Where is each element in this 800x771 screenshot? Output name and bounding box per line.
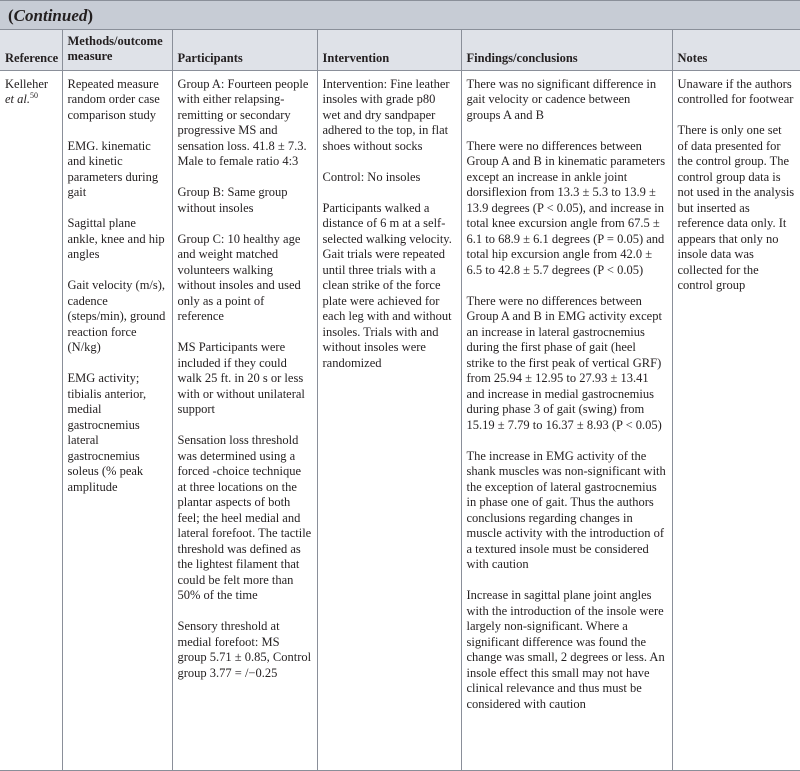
findings-paragraph: Increase in sagittal plane joint angles with the introduction of the insole were largely non-significant. Where a significant difference was found the change was small, 2 degrees or less. An insole effect this small may not have clinical relevance and thus must be considered with caution [466, 588, 665, 711]
reference-citation: 50 [30, 91, 38, 100]
cell-participants [172, 70, 317, 770]
participants-paragraph: Sensory threshold at medial forefoot: MS group 5.71 ± 0.85, Control group 3.77 = /−0.25 [177, 619, 312, 680]
findings-paragraph: The increase in EMG activity of the shank muscles was non-significant with the exception of lateral gastrocnemius in phase one of gait. Thus the authors conclusions regarding changes in muscle activity with the introduction of a textured insole must be considered with caution [466, 448, 666, 571]
evidence-table [0, 30, 800, 770]
participants-paragraph: Sensation loss threshold was determined using a forced -choice technique at three locations on the plantar aspects of both feel; the heel medial and lateral forefoot. The tactile threshold was defined as the lightest filament that could be felt more than 50% of the time [177, 433, 312, 602]
header-participants: Participants [172, 30, 317, 70]
intervention-paragraph: Intervention: Fine leather insoles with grade p80 wet and dry sandpaper adhered to the top, in flat shoes without socks [322, 76, 450, 153]
header-intervention: Intervention [317, 30, 461, 70]
methods-paragraph: Gait velocity (m/s), cadence (steps/min), ground reaction force (N/kg) [67, 278, 166, 354]
participants-paragraph: MS Participants were included if they could walk 25 ft. in 20 s or less with or without unilateral support [177, 340, 305, 416]
header-row [0, 30, 800, 70]
intervention-paragraph: Participants walked a distance of 6 m at a self-selected walking velocity. Gait trials were repeated until three trials with a clean strike of the force plate were achieved for each leg with and without insoles. Trials with and without insoles were randomized [322, 200, 452, 370]
findings-paragraph: There were no differences between Group A and B in kinematic parameters except an increase in ankle joint dorsiflexion from 13.3 ± 5.3 to 13.9 ± 13.9 degrees (P < 0.05), and increase in total knee excursion angle from 67.5 ± 6.1 to 68.9 ± 6.1 degrees (P = 0.05) and total hip excursion angle from 42.0 ± 6.5 to 42.8 ± 5.7 degrees (P < 0.05) [466, 138, 666, 277]
methods-paragraph: EMG activity; tibialis anterior, medial gastrocnemius lateral gastrocnemius soleus (% peak amplitude [67, 371, 147, 494]
intervention-paragraph: Control: No insoles [322, 169, 421, 184]
reference-etal: et al. [5, 92, 30, 106]
methods-paragraph: Repeated measure random order case comparison study [67, 76, 160, 122]
notes-paragraph: Unaware if the authors controlled for footwear [677, 76, 794, 106]
cell-notes [672, 70, 800, 770]
findings-paragraph: There was no significant difference in gait velocity or cadence between groups A and B [466, 76, 657, 122]
table-row [0, 70, 800, 770]
cell-methods [62, 70, 172, 770]
continued-label: Continued [13, 6, 88, 25]
header-methods: Methods/outcome measure [62, 30, 172, 70]
participants-paragraph: Group C: 10 healthy age and weight matched volunteers walking without insoles and used only as a point of reference [177, 231, 301, 323]
reference-author: Kelleher [5, 76, 49, 91]
methods-paragraph: EMG. kinematic and kinetic parameters during gait [67, 138, 159, 199]
findings-paragraph: There were no differences between Group A and B in EMG activity except an increase in lateral gastrocnemius during the first phase of gait (heel strike to the first peak of vertical GRF) from 25.94 ± 12.95 to 27.93 ± 13.41 and increase in medial gastrocnemius during phase 3 of gait (swing) from 15.19 ± 7.79 to 16.37 ± 8.93 (P < 0.05) [466, 293, 662, 432]
cell-reference [0, 70, 62, 770]
header-notes: Notes [672, 30, 800, 70]
participants-paragraph: Group B: Same group without insoles [177, 185, 288, 215]
cell-intervention [317, 70, 461, 770]
notes-paragraph: There is only one set of data presented for the control group. The control group data is not used in the analysis but inserted as reference data only. It appears that only no insole data was collected for the control group [677, 123, 795, 292]
participants-paragraph: Group A: Fourteen people with either relapsing-remitting or secondary progressive MS and sensation loss. 41.8 ± 7.3. Male to female ratio 4:3 [177, 76, 309, 168]
header-reference: Reference [0, 30, 62, 70]
cell-findings [461, 70, 672, 770]
header-findings: Findings/conclusions [461, 30, 672, 70]
continued-banner: (Continued) [0, 0, 800, 30]
methods-paragraph: Sagittal plane ankle, knee and hip angles [67, 216, 165, 261]
